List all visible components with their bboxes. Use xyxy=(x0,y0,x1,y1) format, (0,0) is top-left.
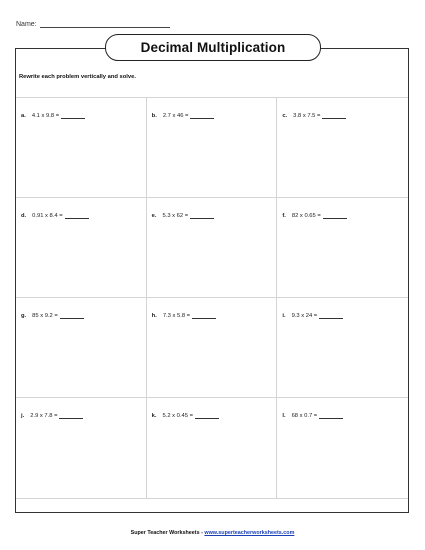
instructions: Rewrite each problem vertically and solve. xyxy=(19,74,136,80)
problem-expression: 85 x 9.2 = xyxy=(32,313,58,319)
answer-blank[interactable] xyxy=(319,312,343,319)
problem-cell xyxy=(16,98,147,198)
problem-expression: 5.2 x 0.45 = xyxy=(162,413,193,419)
problem-cell xyxy=(147,98,278,198)
name-blank-line[interactable] xyxy=(40,19,170,28)
problem-cell xyxy=(277,398,408,498)
problem-cell xyxy=(16,198,147,298)
answer-blank[interactable] xyxy=(322,112,346,119)
name-label: Name: xyxy=(16,21,37,28)
problem-expression: 82 x 0.65 = xyxy=(291,213,321,219)
answer-blank[interactable] xyxy=(192,312,216,319)
footer xyxy=(0,530,425,536)
answer-blank[interactable] xyxy=(323,212,347,219)
problem-expression: 9.3 x 24 = xyxy=(291,313,318,319)
problem-cell xyxy=(16,398,147,498)
problem-expression: 0.91 x 8.4 = xyxy=(32,213,63,219)
problem-expression: 68 x 0.7 = xyxy=(291,413,318,419)
problem-label: k. xyxy=(151,413,157,419)
problem-label: d. xyxy=(21,213,27,219)
problem-label: l. xyxy=(282,413,286,419)
footer-separator: - xyxy=(199,530,205,536)
name-field xyxy=(16,19,170,28)
answer-blank[interactable] xyxy=(319,412,343,419)
answer-blank[interactable] xyxy=(60,312,84,319)
problem-expression: 5.3 x 62 = xyxy=(162,213,189,219)
problem-label: e. xyxy=(151,213,157,219)
problem-cell xyxy=(277,298,408,398)
problem-label: c. xyxy=(282,113,288,119)
problem-label: g. xyxy=(21,313,27,319)
problem-label: a. xyxy=(21,113,26,119)
problem-label: j. xyxy=(21,413,25,419)
problem-expression: 2.7 x 46 = xyxy=(162,113,189,119)
problem-label: h. xyxy=(151,313,157,319)
page-title: Decimal Multiplication xyxy=(105,34,321,61)
problem-label: f. xyxy=(282,213,286,219)
answer-blank[interactable] xyxy=(190,112,214,119)
answer-blank[interactable] xyxy=(59,412,83,419)
problem-cell xyxy=(147,198,278,298)
problem-cell xyxy=(277,198,408,298)
problem-expression: 7.3 x 5.8 = xyxy=(162,313,191,319)
footer-brand: Super Teacher Worksheets xyxy=(130,530,200,536)
problem-label: b. xyxy=(151,113,157,119)
problem-expression: 3.8 x 7.5 = xyxy=(293,113,321,119)
problem-cell xyxy=(147,398,278,498)
answer-blank[interactable] xyxy=(195,412,219,419)
answer-blank[interactable] xyxy=(61,112,85,119)
footer-link[interactable]: www.superteacherworksheets.com xyxy=(204,530,295,536)
problem-grid xyxy=(16,97,408,499)
problem-cell xyxy=(277,98,408,198)
problem-expression: 2.9 x 7.8 = xyxy=(30,413,58,419)
problem-cell xyxy=(147,298,278,398)
problem-expression: 4.1 x 9.8 = xyxy=(31,113,60,119)
answer-blank[interactable] xyxy=(65,212,89,219)
problem-label: i. xyxy=(282,313,286,319)
problem-cell xyxy=(16,298,147,398)
answer-blank[interactable] xyxy=(190,212,214,219)
